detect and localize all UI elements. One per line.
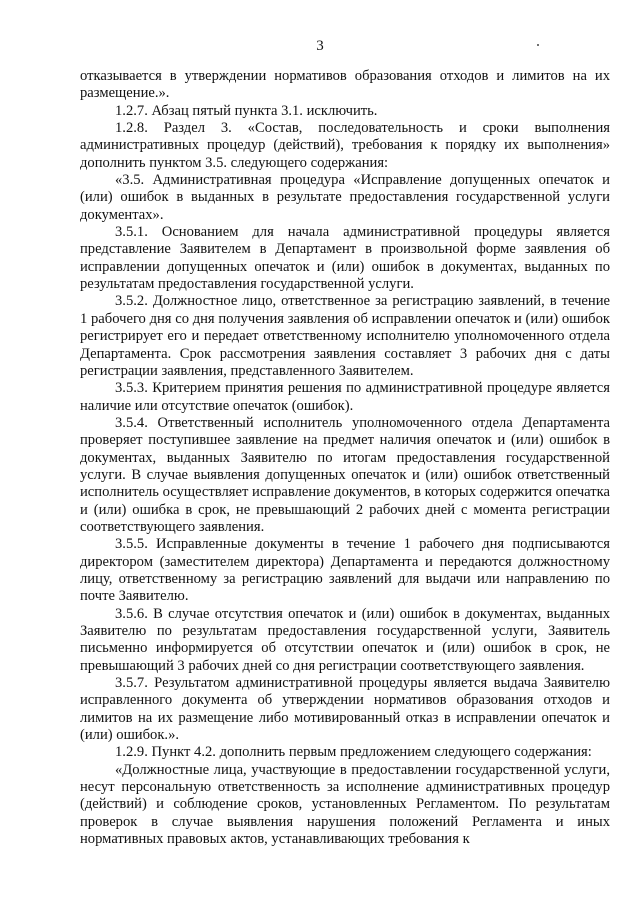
paragraph-3-5: «3.5. Административная процедура «Исправление допущенных опечаток и (или) ошибок в выданных в результате предоставления государственной услуги документах». — [80, 172, 610, 223]
paragraph-3-5-7: 3.5.7. Результатом административной процедуры является выдача Заявителю исправленного документа об утверждении нормативов образования отходов и лимитов на их размещение либо мотивированный отказ в исправлении опечаток и (или) ошибок.». — [80, 675, 610, 744]
paragraph-1-2-9: 1.2.9. Пункт 4.2. дополнить первым предложением следующего содержания: — [115, 744, 592, 761]
paragraph-1-2-8: 1.2.8. Раздел 3. «Состав, последовательность и сроки выполнения административных процедур (действий), требования к порядку их выполнения» дополнить пунктом 3.5. следующего содержания: — [80, 120, 610, 171]
page-number: 3 — [316, 38, 324, 54]
paragraph-3-5-1: 3.5.1. Основанием для начала административной процедуры является представление Заявителем в Департамент в произвольной форме заявления об исправлении допущенных опечаток и (или) ошибок в документах, выданных по результатам предоставления государственной услуги. — [80, 224, 610, 293]
paragraph-3-5-2: 3.5.2. Должностное лицо, ответственное за регистрацию заявлений, в течение 1 рабочего дня со дня получения заявления об исправлении опечаток и (или) ошибок регистрирует его и передает ответственному исполнителю уполномоченного отдела Департамента. Срок рассмотрения заявления составляет 3 рабочих дня с даты регистрации заявления, представленного Заявителем. — [80, 293, 610, 379]
paragraph-1-2-7: 1.2.7. Абзац пятый пункта 3.1. исключить. — [115, 102, 378, 119]
paragraph-continuation: отказывается в утверждении нормативов образования отходов и лимитов на их размещение.». — [80, 68, 610, 102]
document-body — [80, 68, 610, 848]
paragraph-3-5-3: 3.5.3. Критерием принятия решения по административной процедуре является наличие или отсутствие опечаток (ошибок). — [80, 380, 610, 414]
paragraph-3-5-6: 3.5.6. В случае отсутствия опечаток и (или) ошибок в документах, выданных Заявителю по результатам предоставления государственной услуги, Заявитель письменно информируется об отсутствии опечаток и (или) ошибок в срок, не превышающий 3 рабочих дней со дня регистрации соответствующего заявления. — [80, 605, 610, 674]
paragraph-quote-responsibility: «Должностные лица, участвующие в предоставлении государственной услуги, несут персональную ответственность за исполнение административных процедур (действий) и соблюдение сроков, установленных Регламентом. По результатам проверок в случае выявления нарушения положений Регламента и иных нормативных правовых актов, устанавливающих требования к — [80, 761, 610, 848]
scan-speck — [537, 44, 539, 46]
paragraph-3-5-5: 3.5.5. Исправленные документы в течение 1 рабочего дня подписываются директором (заместителем директора) Департамента и передаются должностному лицу, ответственному за регистрацию заявлений для выдачи или направлению по почте Заявителю. — [80, 536, 610, 605]
paragraph-3-5-4: 3.5.4. Ответственный исполнитель уполномоченного отдела Департамента проверяет поступившее заявление на предмет наличия опечаток и (или) ошибок в документах, выданных Заявителю по итогам предоставления государственной услуги. В случае выявления допущенных опечаток и (или) ошибок ответственный исполнитель осуществляет исправление документов, в которых содержится опечатка и (или) ошибка в срок, не превышающий 2 рабочих дней с момента регистрации соответствующего заявления. — [80, 414, 610, 535]
